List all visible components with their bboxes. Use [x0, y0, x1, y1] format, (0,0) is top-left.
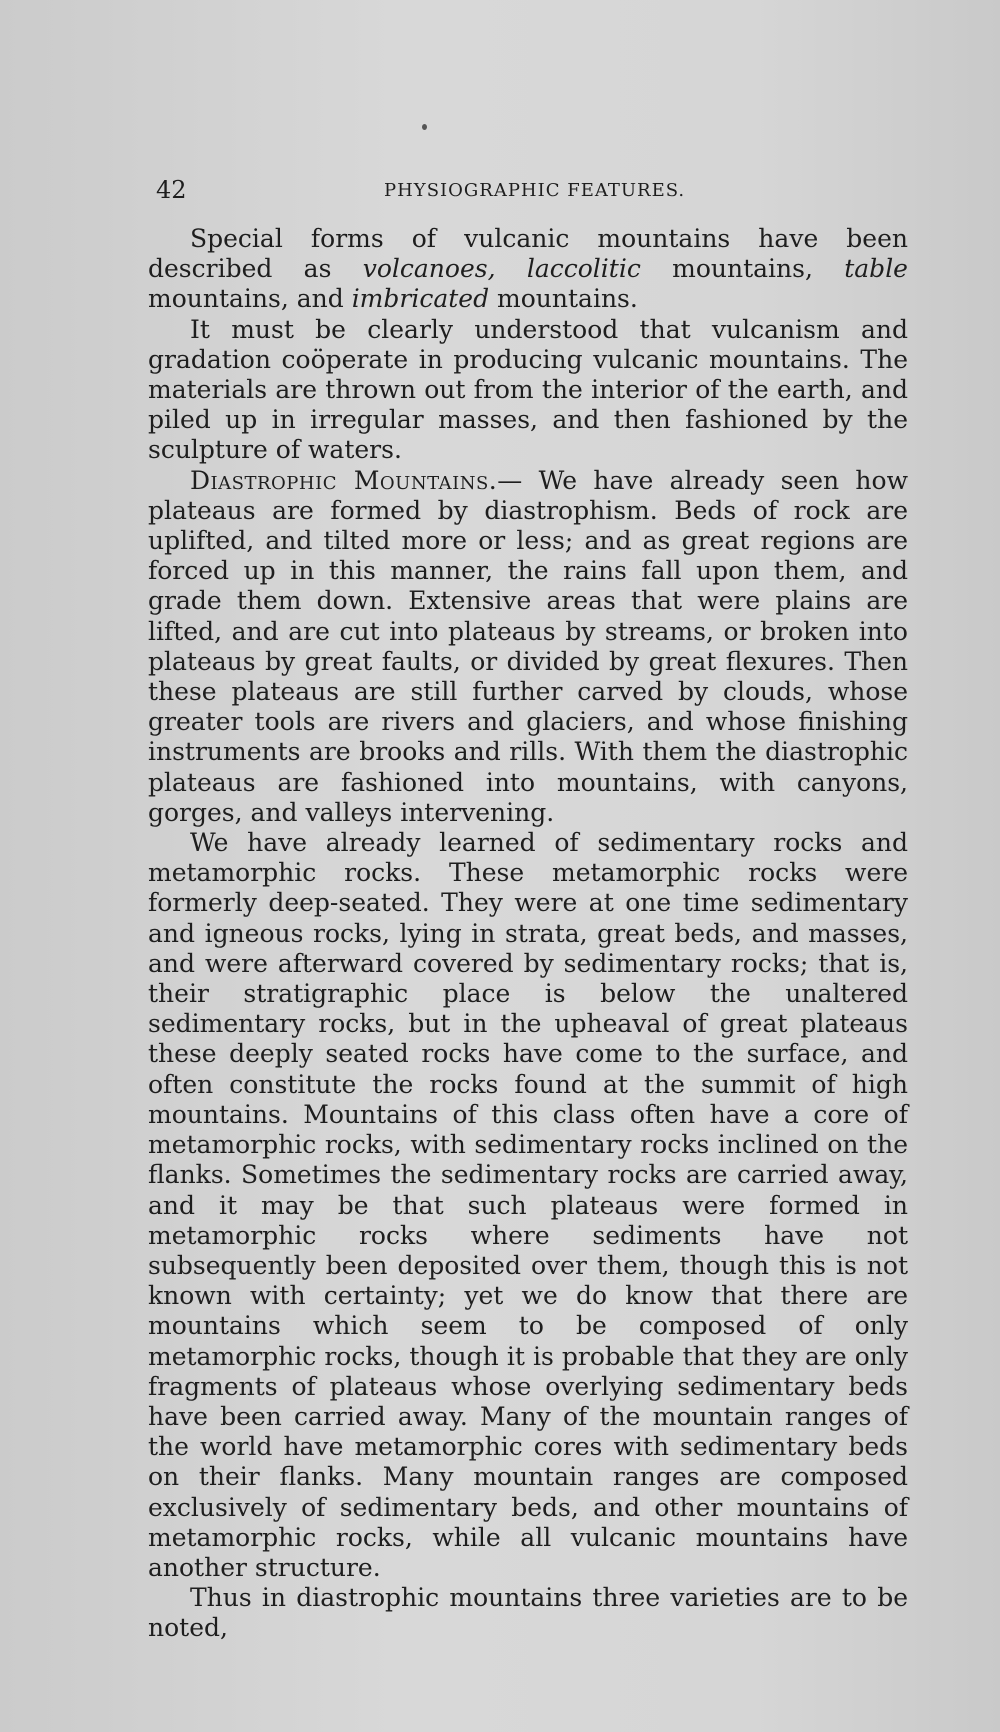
italic-term: laccolitic [526, 254, 641, 284]
paragraph-three-varieties: Thus in diastrophic mountains three varieties are to be noted, [148, 1583, 908, 1643]
text-run: mountains, [640, 254, 845, 284]
running-head [156, 176, 876, 206]
paragraph-diastrophic-mountains [148, 466, 908, 828]
italic-term: imbricated [351, 284, 490, 314]
text-run: mountains, and [148, 284, 352, 314]
text-run: — We have already seen how plateaus are formed by diastrophism. Beds of rock are uplifted, and tilted more or less; and as great regions are forced up in this manner, the rains fall upon them, and grade them down. Extensive areas that were plains are lifted, and are cut into plateaus by streams, or broken into plateaus by great faults, or divided by great flexures. Then these plateaus are still further carved by clouds, whose greater tools are rivers and glaciers, and whose finishing instruments are brooks and rills. With them the diastrophic plateaus are fashioned into mountains, with canyons, gorges, and valleys intervening. [148, 465, 908, 827]
text-run [496, 254, 527, 283]
section-heading: Diastrophic Mountains. [190, 465, 498, 495]
running-title: PHYSIOGRAPHIC FEATURES. [384, 180, 686, 201]
text-run: Special forms of vulcanic mountains have been described as [148, 224, 908, 284]
body-text [148, 224, 908, 1644]
page-number: 42 [156, 176, 187, 204]
paragraph-metamorphic-rocks: We have already learned of sedimentary rocks and metamorphic rocks. These metamorphic rocks were formerly deep-seated. They were at one time sedimentary and igneous rocks, lying in strata, great beds, and masses, and were afterward covered by sedimentary rocks; that is, their stratigraphic place is below the unaltered sedimentary rocks, but in the upheaval of great plateaus these deeply seated rocks have come to the surface, and often constitute the rocks found at the summit of high mountains. Mountains of this class often have a core of metamorphic rocks, with sedimentary rocks inclined on the flanks. Sometimes the sedimentary rocks are carried away, and it may be that such plateaus were formed in metamorphic rocks where sediments have not subsequently been deposited over them, though this is not known with certainty; yet we do know that there are mountains which seem to be composed of only metamorphic rocks, though it is probable that they are only fragments of plateaus whose overlying sedimentary beds have been carried away. Many of the mountain ranges of the world have metamorphic cores with sedimentary beds on their flanks. Many mountain ranges are composed exclusively of sedimentary beds, and other mountains of metamorphic rocks, while all vulcanic mountains have another structure. [148, 828, 908, 1582]
paragraph-vulcanic-forms [148, 224, 908, 315]
text-run: mountains. [489, 284, 638, 314]
paragraph-vulcanism-gradation: It must be clearly understood that vulcanism and gradation coöperate in producing vulcanic mountains. The materials are thrown out from the interior of the earth, and piled up in irregular masses, and then fashioned by the sculpture of waters. [148, 314, 908, 465]
italic-term: table [844, 254, 908, 284]
ink-speck [422, 124, 427, 130]
italic-term: volcanoes, [362, 254, 496, 284]
